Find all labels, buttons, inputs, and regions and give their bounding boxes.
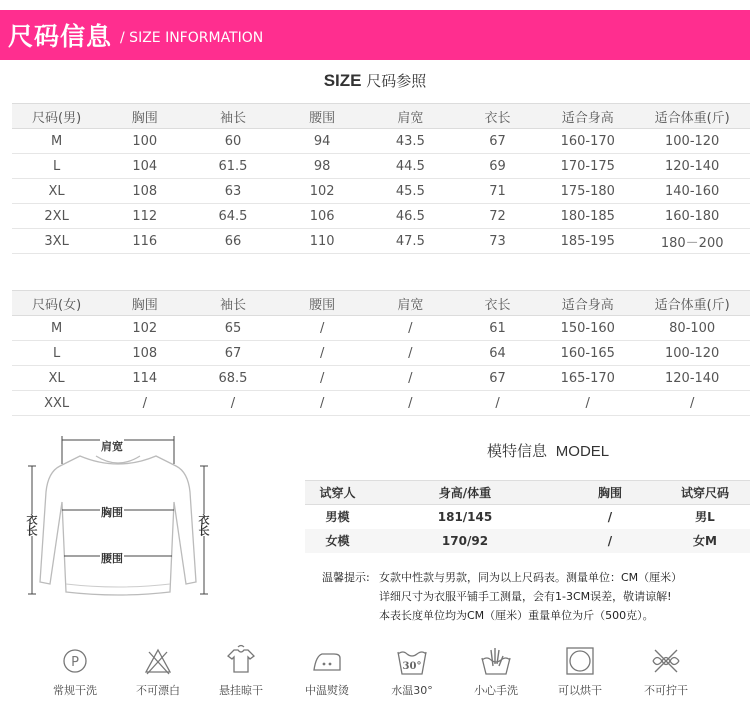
size-row [12, 316, 750, 341]
hang-dry-icon [224, 644, 258, 678]
table-cell: 61.5 [188, 154, 277, 179]
table-cell: M [12, 316, 101, 341]
table-cell: 男模 [325, 510, 350, 525]
column-header: 袖长 [188, 104, 277, 129]
notes-label: 温馨提示: [322, 571, 370, 584]
care-label: 常规干洗 [53, 684, 97, 697]
table-cell: 108 [101, 179, 188, 204]
size-title-latin: SIZE [323, 71, 362, 90]
size-row [12, 391, 750, 416]
table-cell: 43.5 [367, 129, 454, 154]
column-header: 尺码(女) [12, 291, 101, 316]
column-header: 试穿尺码 [660, 481, 750, 505]
table-cell: / [101, 391, 188, 416]
size-row [12, 204, 750, 229]
table-cell: / [367, 341, 454, 366]
model-title-cn: 模特信息 [487, 442, 548, 460]
column-header: 适合身高 [541, 291, 634, 316]
column-header: 胸围 [560, 481, 660, 505]
size-row [12, 179, 750, 204]
banner-title: 尺码信息 [8, 22, 113, 51]
table-cell: 46.5 [367, 204, 454, 229]
table-cell: 64.5 [188, 204, 277, 229]
table-cell: / [607, 509, 613, 524]
table-cell: / [278, 366, 367, 391]
notes-block [322, 568, 682, 625]
column-header: 衣长 [454, 104, 541, 129]
table-cell: 女模 [305, 529, 370, 553]
table-cell: 67 [188, 341, 277, 366]
size-section-title [0, 70, 750, 91]
table-cell: 170-175 [541, 154, 634, 179]
size-row [12, 341, 750, 366]
table-cell: / [367, 316, 454, 341]
table-cell: / [188, 391, 277, 416]
table-cell: 114 [101, 366, 188, 391]
table-cell: / [278, 341, 367, 366]
table-cell: 181/145 [437, 509, 493, 524]
table-cell: L [12, 154, 101, 179]
table-cell: 100-120 [634, 129, 750, 154]
table-cell: L [12, 341, 101, 366]
table-cell: 71 [454, 179, 541, 204]
table-cell: 100-120 [634, 341, 750, 366]
length-label-right: 衣长 [197, 514, 210, 536]
table-cell: 120-140 [634, 366, 750, 391]
header-banner [0, 10, 750, 60]
table-cell: 160-170 [541, 129, 634, 154]
table-cell: 116 [101, 229, 188, 254]
column-header: 尺码(男) [12, 104, 101, 129]
model-table [305, 480, 750, 553]
column-header: 试穿人 [305, 481, 370, 505]
care-label: 中温熨烫 [305, 684, 349, 697]
size-row [12, 154, 750, 179]
table-cell: 185-195 [541, 229, 634, 254]
care-label: 不可拧干 [644, 684, 688, 697]
table-cell: 94 [278, 129, 367, 154]
iron-medium-icon [310, 644, 344, 678]
table-header-row [12, 104, 750, 129]
care-label: 悬挂晾干 [219, 684, 263, 697]
care-item-tumble-dry [538, 644, 622, 698]
table-cell: 61 [454, 316, 541, 341]
table-cell: 106 [278, 204, 367, 229]
column-header: 肩宽 [367, 104, 454, 129]
care-item-no-bleach [116, 644, 200, 698]
table-cell: 150-160 [541, 316, 634, 341]
care-label: 小心手洗 [474, 684, 518, 697]
table-cell: 180-185 [541, 204, 634, 229]
table-cell: 102 [101, 316, 188, 341]
table-cell: 120-140 [634, 154, 750, 179]
table-cell: / [560, 529, 660, 553]
women-size-table [12, 290, 750, 416]
table-cell: 140-160 [634, 179, 750, 204]
column-header: 衣长 [454, 291, 541, 316]
table-cell: 44.5 [367, 154, 454, 179]
p-circle-icon [58, 644, 92, 678]
table-cell: 女M [660, 529, 750, 553]
column-header: 适合身高 [541, 104, 634, 129]
table-cell: 45.5 [367, 179, 454, 204]
table-cell: 68.5 [188, 366, 277, 391]
table-cell: 104 [101, 154, 188, 179]
hand-wash-icon [479, 644, 513, 678]
table-cell: 66 [188, 229, 277, 254]
table-cell: 47.5 [367, 229, 454, 254]
table-cell: 110 [278, 229, 367, 254]
wash-30-icon [395, 644, 429, 678]
care-label: 水温30° [391, 684, 433, 697]
care-label: 不可漂白 [136, 684, 180, 697]
notes-line: 详细尺寸为衣服平铺手工测量，会有1-3CM误差，敬请谅解! [379, 590, 672, 603]
tumble-dry-icon [563, 644, 597, 678]
table-cell: 98 [278, 154, 367, 179]
table-cell: 160-165 [541, 341, 634, 366]
table-cell: 67 [454, 129, 541, 154]
notes-line: 本表长度单位均为CM（厘米）重量单位为斤（500克）。 [379, 609, 654, 622]
care-item-hang-dry [199, 644, 283, 698]
table-cell: / [634, 391, 750, 416]
care-item-dry-clean [33, 644, 117, 698]
no-wring-icon [649, 644, 683, 678]
men-size-table [12, 103, 750, 254]
garment-diagram [18, 432, 218, 612]
model-row [305, 529, 750, 553]
column-header: 腰围 [278, 291, 367, 316]
table-cell: 69 [454, 154, 541, 179]
table-cell: 67 [454, 366, 541, 391]
table-cell: 64 [454, 341, 541, 366]
care-item-no-wring [624, 644, 708, 698]
no-bleach-icon [141, 644, 175, 678]
care-item-wash-30 [370, 644, 454, 698]
table-cell: 108 [101, 341, 188, 366]
column-header: 袖长 [188, 291, 277, 316]
column-header: 身高/体重 [370, 481, 560, 505]
column-header: 胸围 [101, 104, 188, 129]
table-cell: / [367, 366, 454, 391]
table-header-row [12, 291, 750, 316]
table-cell: 80-100 [634, 316, 750, 341]
column-header: 胸围 [101, 291, 188, 316]
table-cell: 180－200 [634, 229, 750, 254]
table-cell: M [12, 129, 101, 154]
size-title-cn: 尺码参照 [366, 72, 427, 90]
table-cell: 102 [278, 179, 367, 204]
size-row [12, 129, 750, 154]
table-cell: 73 [454, 229, 541, 254]
table-cell: 100 [101, 129, 188, 154]
table-cell: 112 [101, 204, 188, 229]
table-cell: / [454, 391, 541, 416]
model-row [305, 505, 750, 529]
table-cell: 2XL [12, 204, 101, 229]
table-cell: / [541, 391, 634, 416]
notes-line: 女款中性款与男款，同为以上尺码表。测量单位：CM（厘米） [379, 571, 683, 584]
table-cell: / [278, 316, 367, 341]
wash-temp-badge: 30° [402, 661, 422, 672]
table-cell: 3XL [12, 229, 101, 254]
chest-label: 胸围 [101, 506, 123, 519]
table-cell: 170/92 [370, 529, 560, 553]
table-cell: 63 [188, 179, 277, 204]
column-header: 腰围 [278, 104, 367, 129]
care-item-iron [285, 644, 369, 698]
table-cell: XXL [12, 391, 101, 416]
column-header: 适合体重(斤) [634, 291, 750, 316]
banner-subtitle: / SIZE INFORMATION [120, 30, 264, 46]
table-cell: / [367, 391, 454, 416]
shoulder-label: 肩宽 [101, 440, 123, 453]
table-cell: 175-180 [541, 179, 634, 204]
care-instructions [0, 644, 750, 705]
svg-text:P: P [71, 655, 79, 670]
sweatshirt-icon [18, 432, 218, 612]
size-row [12, 229, 750, 254]
care-label: 可以烘干 [558, 684, 602, 697]
length-label-left: 衣长 [25, 514, 38, 536]
size-row [12, 366, 750, 391]
table-cell: 65 [188, 316, 277, 341]
table-cell: 72 [454, 204, 541, 229]
table-cell: 160-180 [634, 204, 750, 229]
table-cell: / [278, 391, 367, 416]
table-cell: 男L [695, 510, 715, 525]
table-cell: XL [12, 366, 101, 391]
table-cell: 60 [188, 129, 277, 154]
care-item-hand-wash [454, 644, 538, 698]
column-header: 肩宽 [367, 291, 454, 316]
model-title-en: MODEL [555, 443, 610, 460]
table-cell: XL [12, 179, 101, 204]
model-section-title [487, 440, 609, 461]
waist-label: 腰围 [101, 552, 123, 565]
table-header-row [305, 481, 750, 505]
column-header: 适合体重(斤) [634, 104, 750, 129]
table-cell: 165-170 [541, 366, 634, 391]
